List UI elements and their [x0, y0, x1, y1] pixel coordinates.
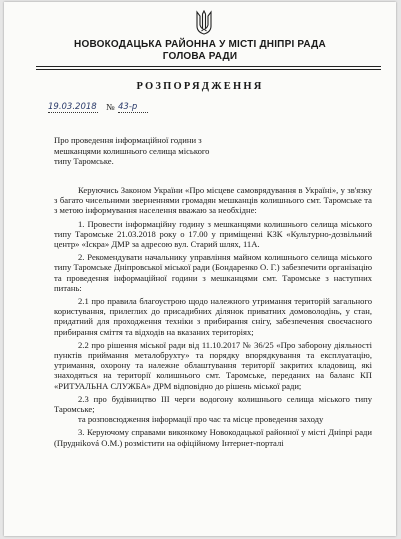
paragraph-item-2-1: 2.1 про правила благоустрою щодо належного утримання територій загального користування, прилеглих до присадибних ділянок приватних домоволодінь, у стан, придатний для проходження техніки з прибирання снігу, забезпечення своєчасного прибирання сміття та відходів на вказаних територіях;	[54, 296, 372, 337]
registration-number: 43-р	[118, 102, 148, 113]
paragraph-item-2: 2. Рекомендувати начальнику управління майном колишнього селища міського типу Таромське Дніпровської міської ради (Бондаренко О. Г.) забезпечити організацію та проведення інформаційної години з мешканцями смт. Таромське з наступних питань:	[54, 252, 372, 293]
paragraph-item-2-3: 2.3 про будівництво ІІІ черги водогону колишнього селища міського типу Таромське;	[54, 393, 372, 415]
paragraph-item-3: 3. Керуючому справами виконкому Новокодацької районної у місті Дніпрі ради (Прудніková О.М.) розмістити на офіційному Інтернет-порталі	[54, 427, 372, 448]
document-page	[4, 2, 396, 536]
number-sign: №	[106, 102, 115, 112]
paragraph-item-1: 1. Провести інформаційну годину з мешканцями колишнього селища міського типу Таромське 21.03.2018 року о 17.00 у приміщенні КЗК «Культурно-дозвільний центр» «Іскра» ДМР за адресою вул. Старий шлях, 11А.	[54, 218, 372, 250]
document-title: Про проведення інформаційної години з мешканцями колишнього селища міського типу Таромське.	[54, 135, 210, 167]
paragraph-item-2-tail: та розповсюдження інформації про час та місце проведення заходу	[78, 414, 324, 425]
paragraph-preamble: Керуючись Законом України «Про місцеве самоврядування в Україні», у зв'язку з багато чисельними зверненнями громадян мешканців колишнього смт. Таромське та з метою інформування населення вважаю за необхідне:	[54, 185, 372, 216]
council-head-title: ГОЛОВА РАДИ	[162, 51, 238, 62]
council-header	[4, 39, 396, 63]
council-name: НОВОКОДАЦЬКА РАЙОННА У МІСТІ ДНІПРІ РАДА	[74, 39, 326, 50]
registration-date: 19.03.2018	[48, 102, 97, 112]
paragraph-item-2-2: 2.2 про рішення міської ради від 11.10.2017 № 36/25 «Про заборону діяльності пунктів приймання металобрухту» та порядку впорядкування та експлуатацію, утримання, охорону та належне облаштування території закритих кладовищ, які знаходяться на території колишнього смт. Таромське, переданих на баланс КП «РИТУАЛЬНА СЛУЖБА» ДРМ відповідно до рішень міської ради;	[54, 339, 372, 391]
document-type: РОЗПОРЯДЖЕННЯ	[136, 81, 264, 92]
header-rule-thin	[36, 69, 381, 70]
document-body	[54, 185, 372, 451]
trident-icon	[195, 10, 213, 36]
header-rule-thick	[36, 66, 381, 67]
